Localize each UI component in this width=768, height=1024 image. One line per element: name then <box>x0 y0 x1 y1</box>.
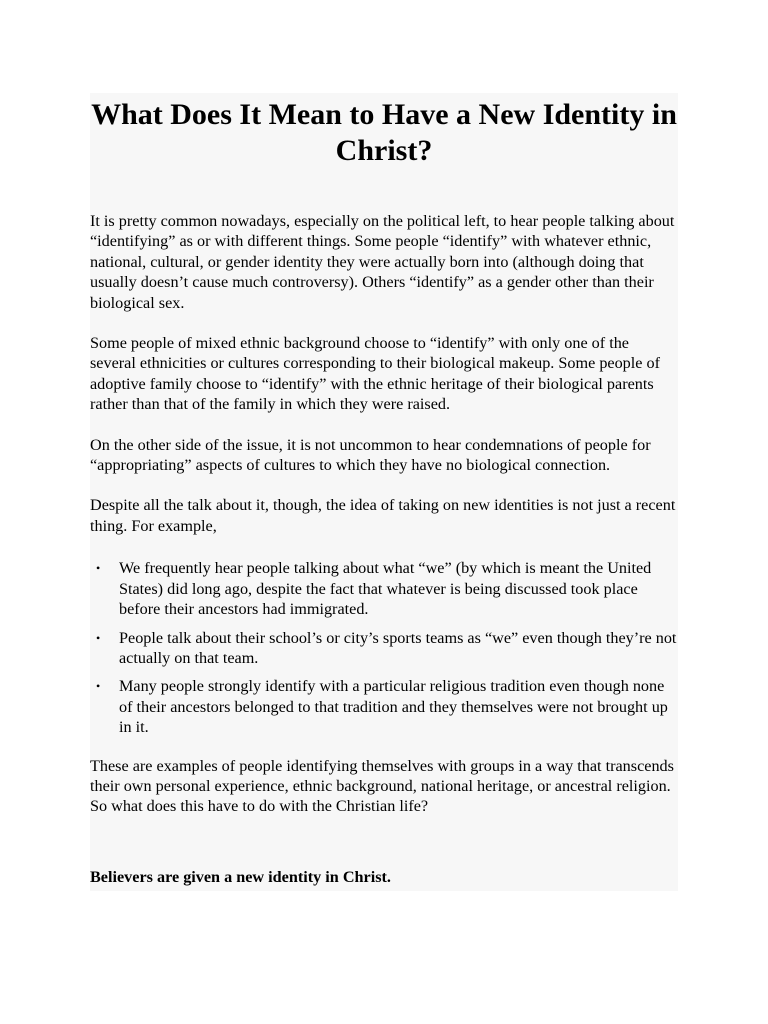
list-item-text: We frequently hear people talking about what “we” (by which is meant the United States) did long ago, despite the fact that whatever is being discussed took place before their ancestors had immigrated. <box>119 559 652 619</box>
closing-paragraph: These are examples of people identifying themselves with groups in a way that transcends their own personal experience, ethnic background, national heritage, or ancestral religion. So what does this have to do with the Christian life? <box>90 756 674 816</box>
bullet-icon: • <box>96 679 101 694</box>
paragraph-1: It is pretty common nowadays, especially on the political left, to hear people talking about “identifying” as or with different things. Some people “identify” with whatever ethnic, national, cultural, or gender identity they were actually born into (although doing that usually doesn’t cause much controversy). Others “identify” as a gender other than their biological sex. <box>90 212 675 312</box>
paragraph-2: Some people of mixed ethnic background choose to “identify” with only one of the several ethnicities or cultures corresponding to their biological makeup. Some people of adoptive family choose to “identify” with the ethnic heritage of their biological parents rather than that of the family in which they were raised. <box>90 334 660 414</box>
paragraph-4: Despite all the talk about it, though, the idea of taking on new identities is not just a recent thing. For example, <box>90 496 676 535</box>
bullet-icon: • <box>96 630 101 645</box>
section-heading: Believers are given a new identity in Christ. <box>90 867 391 886</box>
list-item <box>90 628 678 669</box>
document-content <box>90 93 678 891</box>
list-item <box>90 676 678 737</box>
list-item <box>90 558 678 619</box>
bullet-list <box>90 558 678 737</box>
page-title: What Does It Mean to Have a New Identity in Christ? <box>91 98 677 167</box>
list-item-text: Many people strongly identify with a particular religious tradition even though none of their ancestors belonged to that tradition and they themselves were not brought up in it. <box>119 677 668 737</box>
paragraph-3: On the other side of the issue, it is not uncommon to hear condemnations of people for “appropriating” aspects of cultures to which they have no biological connection. <box>90 435 651 475</box>
list-item-text: People talk about their school’s or city’s sports teams as “we” even though they’re not actually on that team. <box>119 628 677 667</box>
bullet-icon: • <box>96 561 101 576</box>
